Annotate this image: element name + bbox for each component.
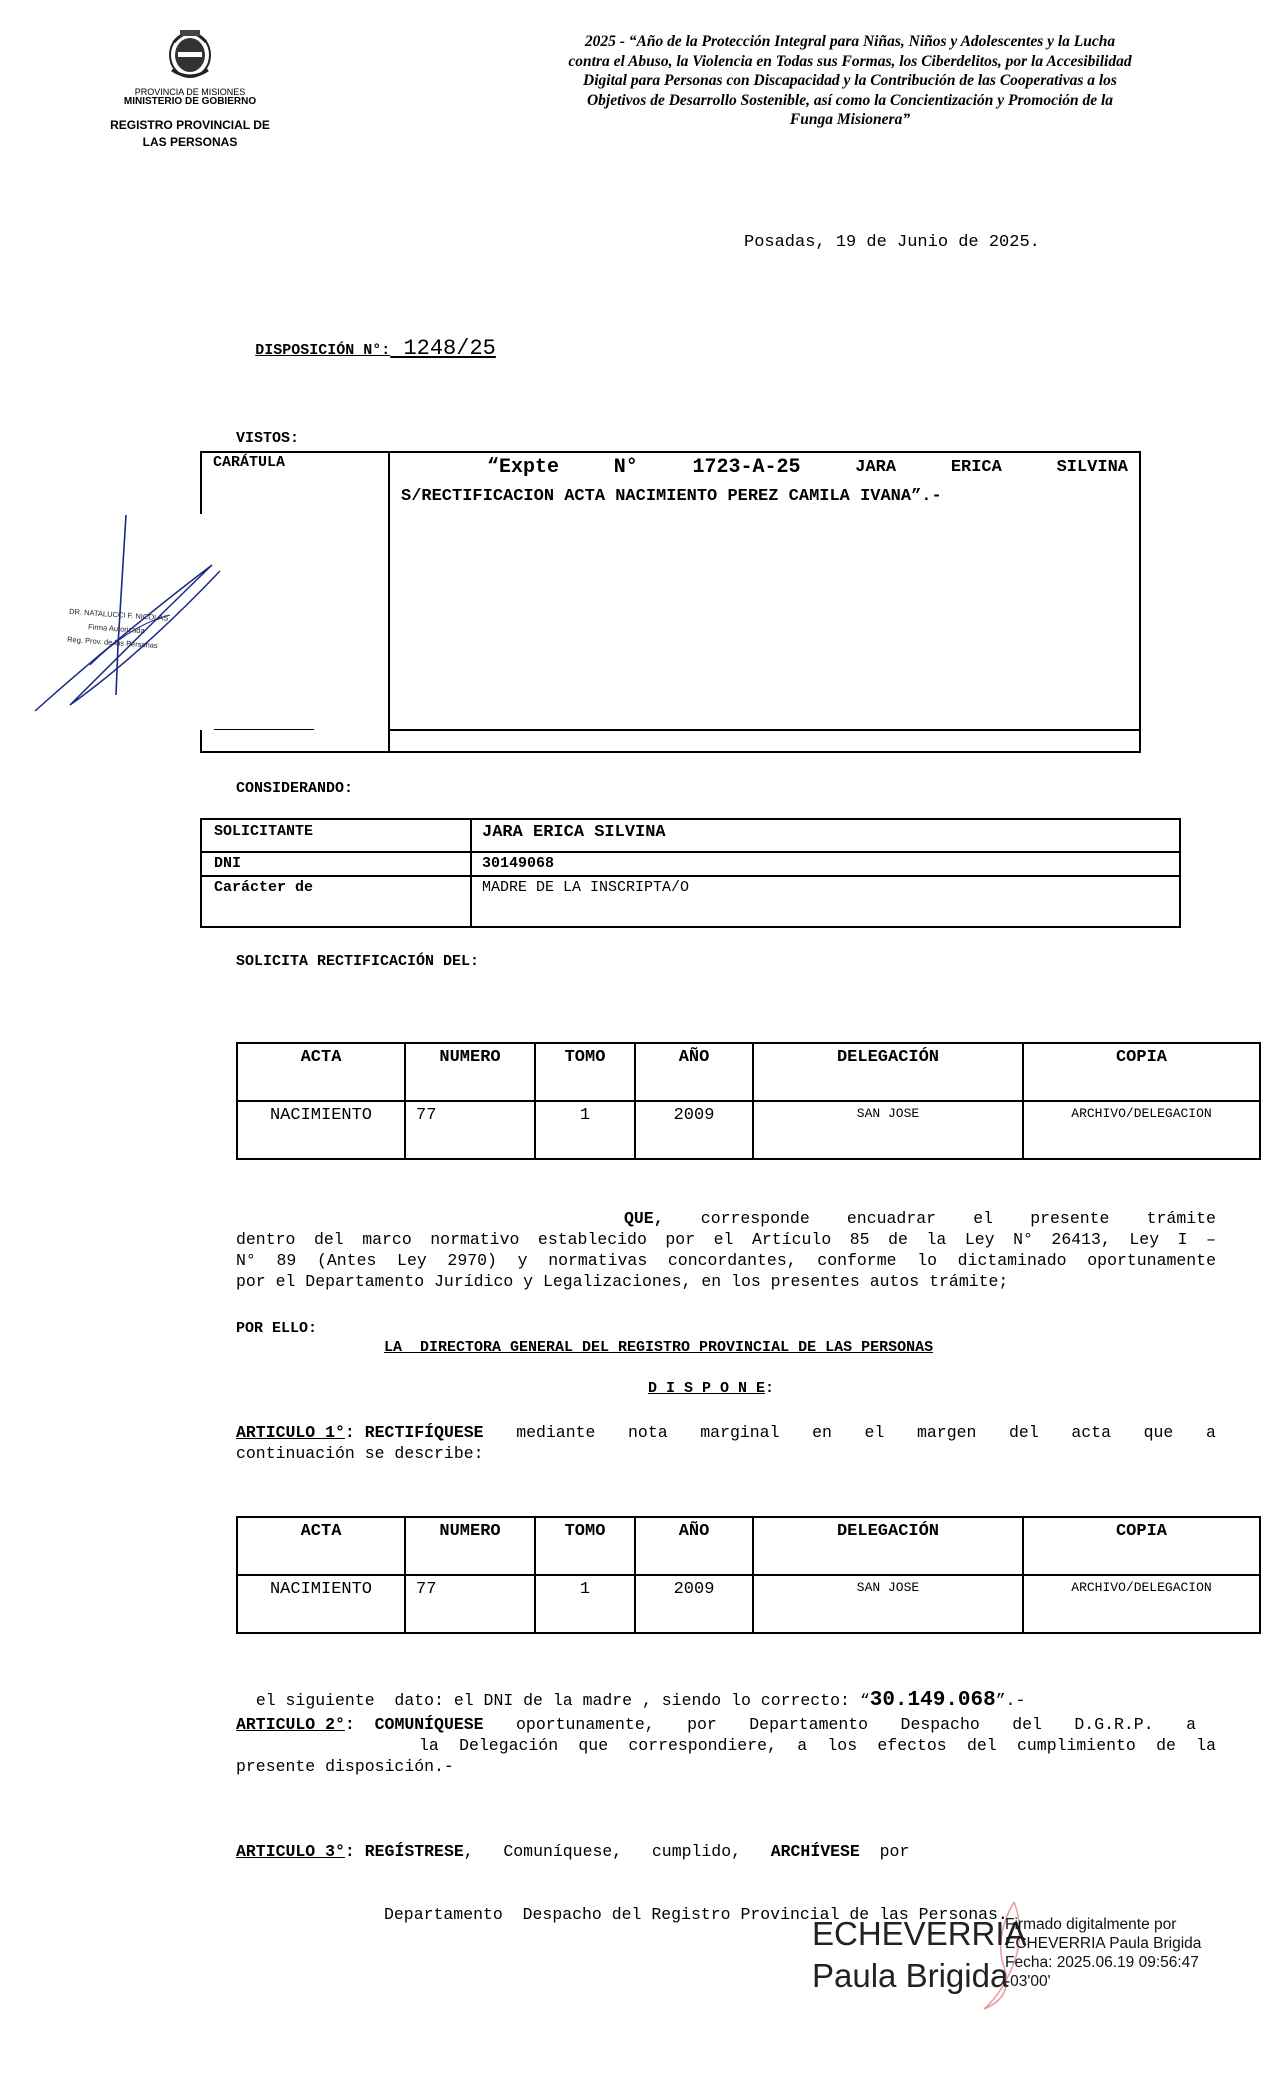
table-row: DNI 30149068 xyxy=(201,852,1180,876)
logo-province: PROVINCIA DE MISIONES xyxy=(134,87,246,97)
logo-registry: REGISTRO PROVINCIAL DE LAS PERSONAS xyxy=(110,118,270,149)
caratula-text xyxy=(401,453,1128,511)
disposicion-number: DISPOSICIÓN N°: 1248/25 xyxy=(255,336,496,361)
caratula-label: CARÁTULA xyxy=(213,454,286,471)
articulo-3: ARTICULO 3°: REGÍSTRESE, Comuníquese, cumplido, ARCHÍVESE por Departamento Despacho del Registro Provincial de las Personas. xyxy=(236,1842,1008,1924)
table-header-row: ACTA NUMERO TOMO AÑO DELEGACIÓN COPIA xyxy=(237,1043,1260,1101)
signature-details: Firmado digitalmente por ECHEVERRIA Paula Brigida Fecha: 2025.06.19 09:56:47 -03'00' xyxy=(1005,1916,1202,1990)
coat-of-arms-icon xyxy=(160,22,220,82)
dato-correcto: el siguiente dato: el DNI de la madre , siendo lo correcto: “30.149.068”.- xyxy=(255,1689,1026,1712)
considerando-heading: CONSIDERANDO: xyxy=(236,780,354,797)
caratula-box xyxy=(200,451,1141,753)
digital-signature xyxy=(812,1905,1232,2015)
table-row: NACIMIENTO 77 1 2009 SAN JOSE ARCHIVO/DELEGACION xyxy=(237,1101,1260,1159)
actas-table-rectificacion xyxy=(236,1516,1261,1634)
caratula-line-2: S/RECTIFICACION ACTA NACIMIENTO PEREZ CAMILA IVANA”.- xyxy=(401,487,942,506)
solicitante-table xyxy=(200,818,1181,928)
articulo-2: ARTICULO 2°: COMUNÍQUESE oportunamente, por Departamento Despacho del D.G.R.P. a la Delegación que correspondiere, a los efectos del cumplimiento de la presente disposición.- xyxy=(236,1715,1216,1776)
articulo-1: ARTICULO 1°: RECTIFÍQUESE mediante nota marginal en el margen del acta que a continuación se describe: xyxy=(236,1423,1216,1463)
dispone-heading: D I S P O N E: xyxy=(648,1380,775,1397)
date-line: Posadas, 19 de Junio de 2025. xyxy=(744,233,1040,252)
year-motto: 2025 - “Año de la Protección Integral para Niñas, Niños y Adolescentes y la Lucha contra el Abuso, la Violencia en Todas sus Formas, los Ciberdelitos, por la Accesibilidad Digital para Personas con Discapacidad y la Contribución de las Cooperativas a los Objetivos de Desarrollo Sostenible, así como la Concientización y Promoción de la Funga Misionera” xyxy=(568,33,1132,128)
solicita-heading: SOLICITA RECTIFICACIÓN DEL: xyxy=(236,953,480,970)
por-ello: POR ELLO: xyxy=(236,1320,318,1337)
directora-heading: LA DIRECTORA GENERAL DEL REGISTRO PROVINCIAL DE LAS PERSONAS xyxy=(384,1339,934,1356)
vistos-heading: VISTOS: xyxy=(236,430,300,447)
signer-name: ECHEVERRIA Paula Brigida xyxy=(812,1915,1027,1994)
table-row: Carácter de MADRE DE LA INSCRIPTA/O xyxy=(201,876,1180,927)
logo-ministry: MINISTERIO DE GOBIERNO xyxy=(123,96,257,107)
authorized-signature-stamp: DR. NATALUCCI F. NICOLAS Firma Autorizada Reg. Prov. de las Personas xyxy=(66,606,169,651)
table-row: SOLICITANTE JARA ERICA SILVINA xyxy=(201,819,1180,852)
que-paragraph: QUE, corresponde encuadrar el presente trámite dentro del marco normativo establecido por el Artículo 85 de la Ley N° 26413, Ley I – N° 89 (Antes Ley 2970) y normativas concordantes, conforme lo dictaminado oportunamente por el Departamento Jurídico y Legalizaciones, en los presentes autos trámite; xyxy=(236,1209,1216,1291)
actas-table-solicitud xyxy=(236,1042,1261,1160)
caratula-line-1: “Expte N° 1723-A-25 JARA ERICA SILVINA xyxy=(487,456,1128,479)
table-row: NACIMIENTO 77 1 2009 SAN JOSE ARCHIVO/DELEGACION xyxy=(237,1575,1260,1633)
institution-logo xyxy=(95,22,285,162)
table-header-row: ACTA NUMERO TOMO AÑO DELEGACIÓN COPIA xyxy=(237,1517,1260,1575)
